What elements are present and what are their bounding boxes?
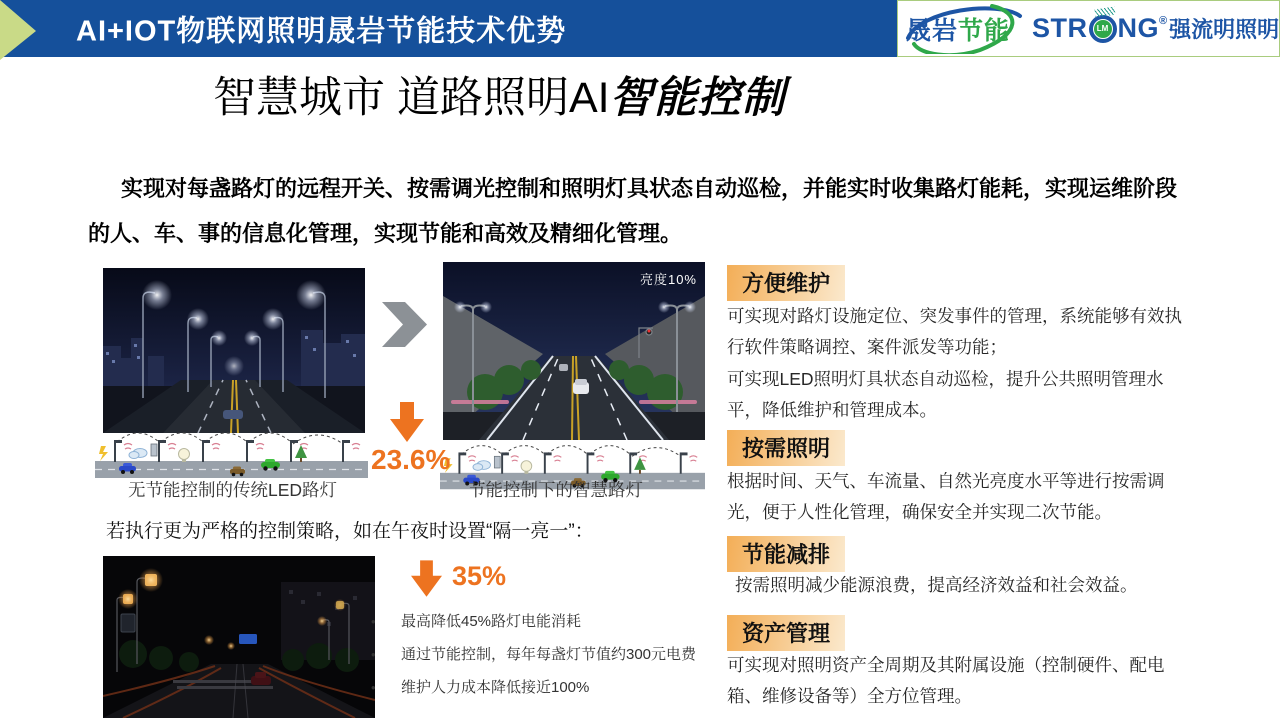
strong-logo-o-icon (1089, 15, 1117, 43)
page-title-normal: 智慧城市 道路照明AI (213, 74, 610, 122)
benefit-badge-maintenance: 方便维护 (727, 265, 845, 301)
bullet-text: 维护人力成本降低接近100% (401, 679, 590, 696)
page-title-emphasis: 智能控制 (609, 74, 786, 122)
reduction-percent-1: 23.6% (371, 444, 451, 475)
caption-traditional: 无节能控制的传统LED路灯 (128, 480, 338, 500)
strong-logo-suffix: NG (1117, 13, 1159, 43)
reduction-percent-2: 35% (452, 561, 507, 591)
caption-smart: 节能控制下的智慧路灯 (468, 480, 643, 500)
strong-logo (1032, 13, 1279, 44)
down-arrow-icon (411, 560, 442, 597)
bullet-icon: • (371, 647, 376, 662)
list-item (371, 678, 711, 698)
registered-mark: ® (1159, 15, 1168, 27)
benefit-badge-asset-management: 资产管理 (727, 615, 845, 651)
list-item (371, 612, 711, 632)
benefit-badge-energy-saving: 节能减排 (727, 536, 845, 572)
list-item (371, 645, 711, 665)
header-title: AI+IOT物联网照明晟岩节能技术优势 (76, 15, 567, 47)
page-title (213, 64, 786, 125)
benefit-text: 可实现对照明资产全周期及其附属设施（控制硬件、配电箱、维修设备等）全方位管理。 (727, 655, 1165, 706)
bullet-text: 通过节能控制，每年每盏灯节值约300元电费 (401, 646, 697, 663)
benefit-text: 根据时间、天气、车流量、自然光亮度水平等进行按需调光，便于人性化管理，确保安全并实现二次节能。 (727, 471, 1165, 522)
strategy-note: 若执行更为严格的控制策略，如在午夜时设置“隔一亮一”： (106, 521, 594, 542)
logo-text-blue: 晟岩 (906, 16, 959, 45)
down-arrow-icon (390, 402, 424, 442)
logo-area (897, 0, 1280, 57)
lm-badge: LM (1094, 20, 1112, 38)
photo-traditional-road (103, 268, 365, 433)
bullet-icon: • (371, 680, 376, 695)
strong-logo-prefix: STR (1032, 13, 1088, 43)
intro-paragraph: 实现对每盏路灯的远程开关、按需调光控制和照明灯具状态自动巡检，并能实时收集路灯能耗，实现运维阶段的人、车、事的信息化管理，实现节能和高效及精细化管理。 (88, 176, 1178, 246)
logo-text-green: 节能 (958, 16, 1011, 45)
transition-chevron-icon (382, 302, 427, 347)
shengyan-logo (902, 4, 1028, 54)
benefit-badge-on-demand: 按需照明 (727, 430, 845, 466)
strong-logo-cn: 强流明照明 (1169, 17, 1280, 42)
brightness-label: 亮度10% (639, 272, 697, 287)
photo-smart-road (443, 262, 705, 440)
header-arrow-decoration (0, 0, 40, 60)
shengyan-logo-text (906, 11, 1010, 47)
benefit-text: 按需照明减少能源浪费，提高经济效益和社会效益。 (735, 575, 1138, 595)
photo-midnight-road (103, 556, 375, 718)
header-bar (0, 0, 897, 57)
bullet-text: 最高降低45%路灯电能消耗 (401, 613, 582, 630)
benefit-text: 可实现LED照明灯具状态自动巡检，提升公共照明管理水平，降低维护和管理成本。 (727, 369, 1164, 420)
diagram-strip-before (95, 432, 368, 478)
benefit-text: 可实现对路灯设施定位、突发事件的管理，系统能够有效执行软件策略调控、案件派发等功能； (727, 306, 1182, 357)
benefit-bullet-list (371, 612, 711, 711)
bullet-icon: • (371, 614, 376, 629)
